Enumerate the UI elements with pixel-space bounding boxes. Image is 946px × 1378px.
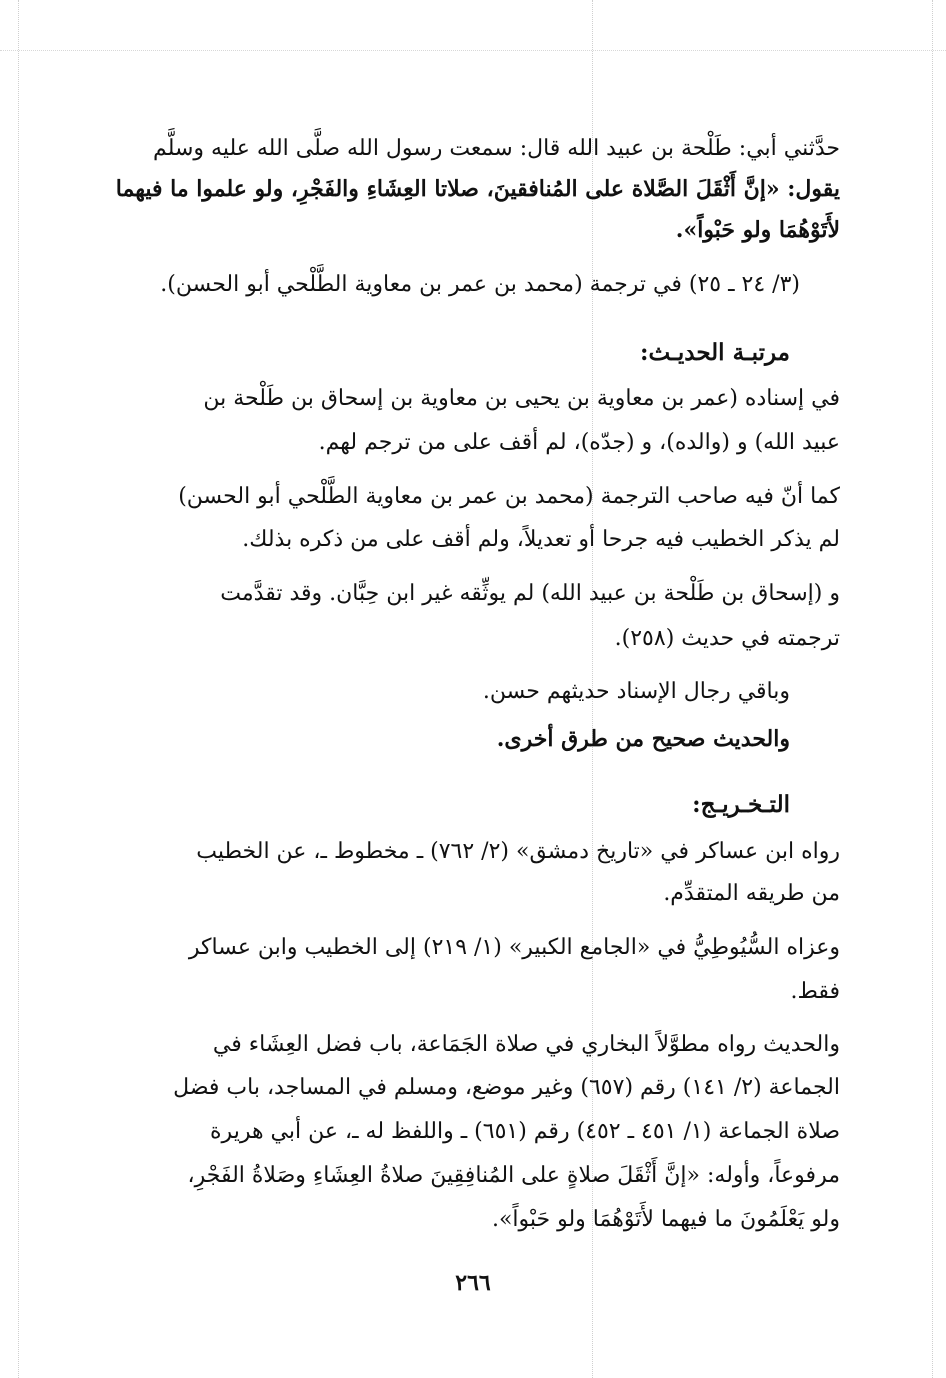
- text-line: من طريقه المتقدِّم.: [663, 881, 840, 906]
- text-line: حدَّثني أبي: طَلْحة بن عبيد الله قال: سمعت رسول الله صلَّى الله عليه وسلَّم: [153, 136, 840, 161]
- text-line: وباقي رجال الإسناد حديثهم حسن.: [482, 679, 790, 704]
- text-line: و (إسحاق بن طَلْحة بن عبيد الله) لم يوثِّقه غير ابن حِبَّان. وقد تقدَّمت: [220, 581, 840, 606]
- text-line: مرفوعاً، وأوله: «إنَّ أَثْقَلَ صلاةٍ على المُنافِقِينَ صلاةُ العِشَاءِ وصَلاةُ الفَجْرِ،: [187, 1163, 840, 1188]
- section-heading: مرتبـة الحديـث:: [640, 339, 790, 366]
- scan-edge-right: [932, 0, 933, 1378]
- text-line: كما أنّ فيه صاحب الترجمة (محمد بن عمر بن معاوية الطَّلْحي أبو الحسن): [178, 484, 840, 509]
- scan-edge-left: [18, 0, 19, 1378]
- text-line: لأَتَوْهُمَا ولو حَبْواً».: [675, 217, 840, 243]
- text-line: ترجمته في حديث (٢٥٨).: [614, 626, 840, 651]
- text-line: فقط.: [790, 979, 840, 1004]
- text-line: عبيد الله) و (والده)، و (جدّه)، لم أقف على من ترجم لهم.: [318, 430, 840, 455]
- text-line: ولو يَعْلَمُونَ ما فيهما لأَتَوْهُمَا ولو حَبْواً».: [491, 1207, 840, 1232]
- text-line: (٣/ ٢٤ ـ ٢٥) في ترجمة (محمد بن عمر بن معاوية الطَّلْحي أبو الحسن).: [160, 272, 800, 297]
- text-line: في إسناده (عمر بن معاوية بن يحيى بن معاوية بن إسحاق بن طَلْحة بن: [203, 386, 840, 411]
- text-line: والحديث رواه مطوَّلاً البخاري في صلاة الجَمَاعة، باب فضل العِشَاء في: [212, 1032, 840, 1057]
- section-heading: التـخـريـج:: [692, 791, 790, 818]
- text-line: لم يذكر الخطيب فيه جرحا أو تعديلاً، ولم أقف على من ذكره بذلك.: [242, 527, 840, 552]
- page-number: ٢٦٦: [455, 1270, 491, 1296]
- scan-edge-top: [0, 50, 946, 51]
- text-line: صلاة الجماعة (١/ ٤٥١ ـ ٤٥٢) رقم (٦٥١) ـ واللفظ له ـ، عن أبي هريرة: [210, 1119, 840, 1144]
- text-line: يقول: «إنَّ أَثْقَلَ الصَّلاة على المُنافقينَ، صلاتا العِشَاءِ والفَجْرِ، ولو علموا ما فيهما: [115, 176, 840, 202]
- text-line: رواه ابن عساكر في «تاريخ دمشق» (٢/ ٧٦٢) ـ مخطوط ـ، عن الخطيب: [196, 839, 840, 864]
- text-line: والحديث صحيح من طرق أخرى.: [496, 726, 790, 752]
- text-line: الجماعة (٢/ ١٤١) رقم (٦٥٧) وغير موضع، ومسلم في المساجد، باب فضل: [173, 1075, 840, 1100]
- text-line: وعزاه السُّيُوطِيُّ في «الجامع الكبير» (١/ ٢١٩) إلى الخطيب وابن عساكر: [188, 935, 840, 960]
